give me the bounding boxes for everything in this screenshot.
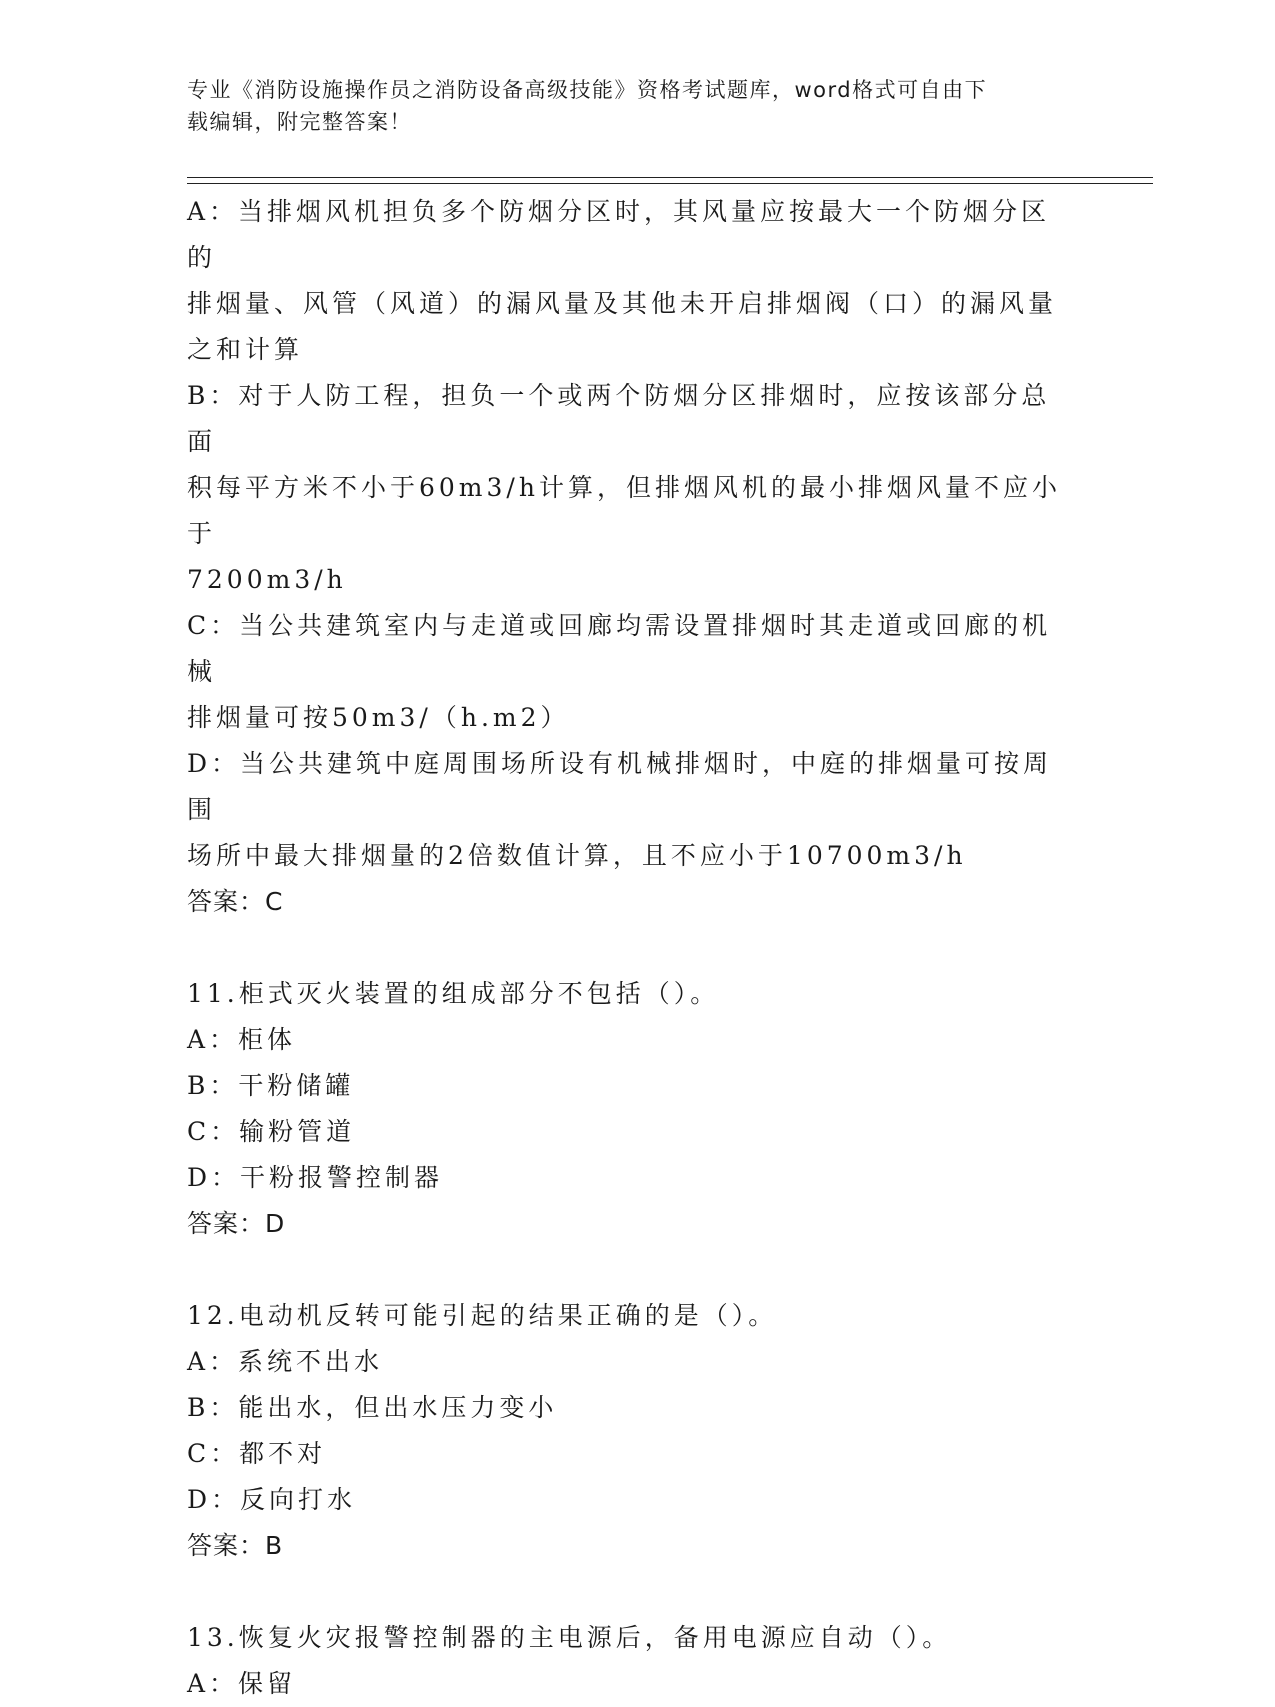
question-12-block xyxy=(187,1293,1077,1569)
q11-answer: 答案：D xyxy=(187,1209,286,1238)
question-11-block xyxy=(187,971,1077,1247)
q10-answer: 答案：C xyxy=(187,887,284,916)
q12-option-c: C：都不对 xyxy=(187,1439,327,1468)
header-rule-top xyxy=(187,177,1153,178)
q10-option-c-line-2: 排烟量可按50m3/（h.m2） xyxy=(187,703,570,732)
q10-option-c-line-1: C：当公共建筑室内与走道或回廊均需设置排烟时其走道或回廊的机械 xyxy=(187,611,1052,686)
q10-option-b-line-3: 7200m3/h xyxy=(187,565,347,594)
header-line-2: 载编辑，附完整答案！ xyxy=(187,110,412,134)
q12-option-d: D：反向打水 xyxy=(187,1485,357,1514)
spacer xyxy=(187,925,1077,971)
q11-option-c: C：输粉管道 xyxy=(187,1117,356,1146)
spacer xyxy=(187,1247,1077,1293)
q13-option-a: A：保留 xyxy=(187,1669,297,1698)
header-line-1: 专业《消防设施操作员之消防设备高级技能》资格考试题库，word格式可自由下 xyxy=(187,78,988,102)
header-rule-bottom xyxy=(187,183,1153,184)
document-header xyxy=(187,74,1077,138)
q11-option-b: B：干粉储罐 xyxy=(187,1071,355,1100)
q11-question: 11.柜式灭火装置的组成部分不包括（）。 xyxy=(187,979,720,1008)
q10-option-a-line-1: A：当排烟风机担负多个防烟分区时，其风量应按最大一个防烟分区的 xyxy=(187,197,1051,272)
spacer xyxy=(187,1569,1077,1615)
question-content xyxy=(187,189,1077,1707)
q10-option-a-line-3: 之和计算 xyxy=(187,335,304,364)
q11-option-a: A：柜体 xyxy=(187,1025,297,1054)
question-10-block xyxy=(187,189,1077,925)
q13-question: 13.恢复火灾报警控制器的主电源后，备用电源应自动（）。 xyxy=(187,1623,952,1652)
q10-option-a-line-2: 排烟量、风管（风道）的漏风量及其他未开启排烟阀（口）的漏风量 xyxy=(187,289,1058,318)
q10-option-d-line-2: 场所中最大排烟量的2倍数值计算，且不应小于10700m3/h xyxy=(187,841,967,870)
q10-option-b-line-2: 积每平方米不小于60m3/h计算，但排烟风机的最小排烟风量不应小于 xyxy=(187,473,1061,548)
q11-option-d: D：干粉报警控制器 xyxy=(187,1163,444,1192)
q12-option-b: B：能出水，但出水压力变小 xyxy=(187,1393,558,1422)
q12-question: 12.电动机反转可能引起的结果正确的是（）。 xyxy=(187,1301,778,1330)
q10-option-b-line-1: B：对于人防工程，担负一个或两个防烟分区排烟时，应按该部分总面 xyxy=(187,381,1051,456)
q12-answer: 答案：B xyxy=(187,1531,284,1560)
q12-option-a: A：系统不出水 xyxy=(187,1347,384,1376)
q10-option-d-line-1: D：当公共建筑中庭周围场所设有机械排烟时，中庭的排烟量可按周围 xyxy=(187,749,1053,824)
question-13-block xyxy=(187,1615,1077,1707)
